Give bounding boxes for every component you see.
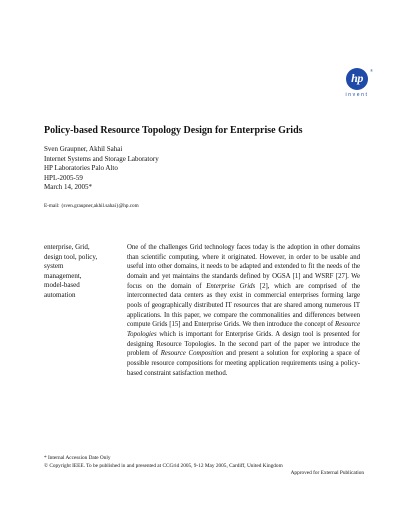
- lab-location: HP Laboratories Palo Alto: [44, 164, 118, 172]
- keyword-line: enterprise, Grid,: [44, 243, 90, 251]
- lab-name: Internet Systems and Storage Laboratory: [44, 154, 159, 163]
- keyword-line: design tool, policy,: [44, 252, 98, 261]
- author-info: [44, 145, 159, 193]
- abstract-segment: [2], which are comprised of the interconnected data centers as they exist in commercial enterprises forming large pools of geographically distributed IT resources that are shared among numerous IT applications. In this paper, we compare the commonalities and differences between compute Grids [15] and Enterprise Grids. We then introduce the concept of: [127, 282, 360, 329]
- keyword-line: automation: [44, 290, 76, 299]
- paper-title: Policy-based Resource Topology Design for Enterprise Grids: [44, 125, 303, 136]
- authors-names: Sven Graupner, Akhil Sahai: [44, 145, 123, 153]
- abstract-emphasis: Resource Topologies: [127, 321, 360, 338]
- keyword-line: model-based: [44, 281, 80, 289]
- abstract-emphasis: Resource Composition: [160, 350, 224, 358]
- abstract-segment: One of the challenges Grid technology faces today is the adoption in other domains than scientific computing, where it originated. However, in order to be usable and useful into other domains, it needs to be adapted and extended to fit the needs of the domain and yet maintains the standards defined by OGSA [1] and WSRF [27]. We focus on the domain of: [127, 244, 360, 290]
- abstract-segment: and present a solution for exploring a space of possible resource compositions for meeting application requirements using a policy-based constraint satisfaction method.: [127, 350, 360, 377]
- abstract-segment: which is important for Enterprise Grids. A design tool is presented for designing Resource Topologies. In the second part of the paper we introduce the problem of: [127, 330, 360, 358]
- email-line: E-mail: {sven.graupner,akhil.sahai}@hp.com: [44, 203, 139, 209]
- hp-invent-logo: [339, 68, 375, 98]
- registered-mark: ®: [370, 68, 374, 73]
- keywords-list: [44, 243, 116, 300]
- keyword-line: system: [44, 262, 64, 270]
- copyright-note: © Copyright IEEE. To be published in and presented at CCGrid 2005, 9-12 May 2005, Cardiff, United Kingdom: [44, 462, 283, 469]
- hp-logo-mark: hp: [351, 71, 363, 85]
- abstract-text: [127, 243, 360, 378]
- report-date: March 14, 2005*: [44, 183, 93, 191]
- keyword-line: management,: [44, 271, 82, 280]
- accession-note: * Internal Accession Date Only: [44, 455, 111, 461]
- report-number: HPL-2005-59: [44, 173, 83, 182]
- footnotes: [44, 455, 364, 478]
- logo-tagline: invent: [345, 92, 369, 98]
- approval-note: Approved for External Publication: [290, 470, 364, 476]
- hp-logo-circle: [346, 68, 368, 90]
- abstract-emphasis: Enterprise Grids: [206, 282, 256, 290]
